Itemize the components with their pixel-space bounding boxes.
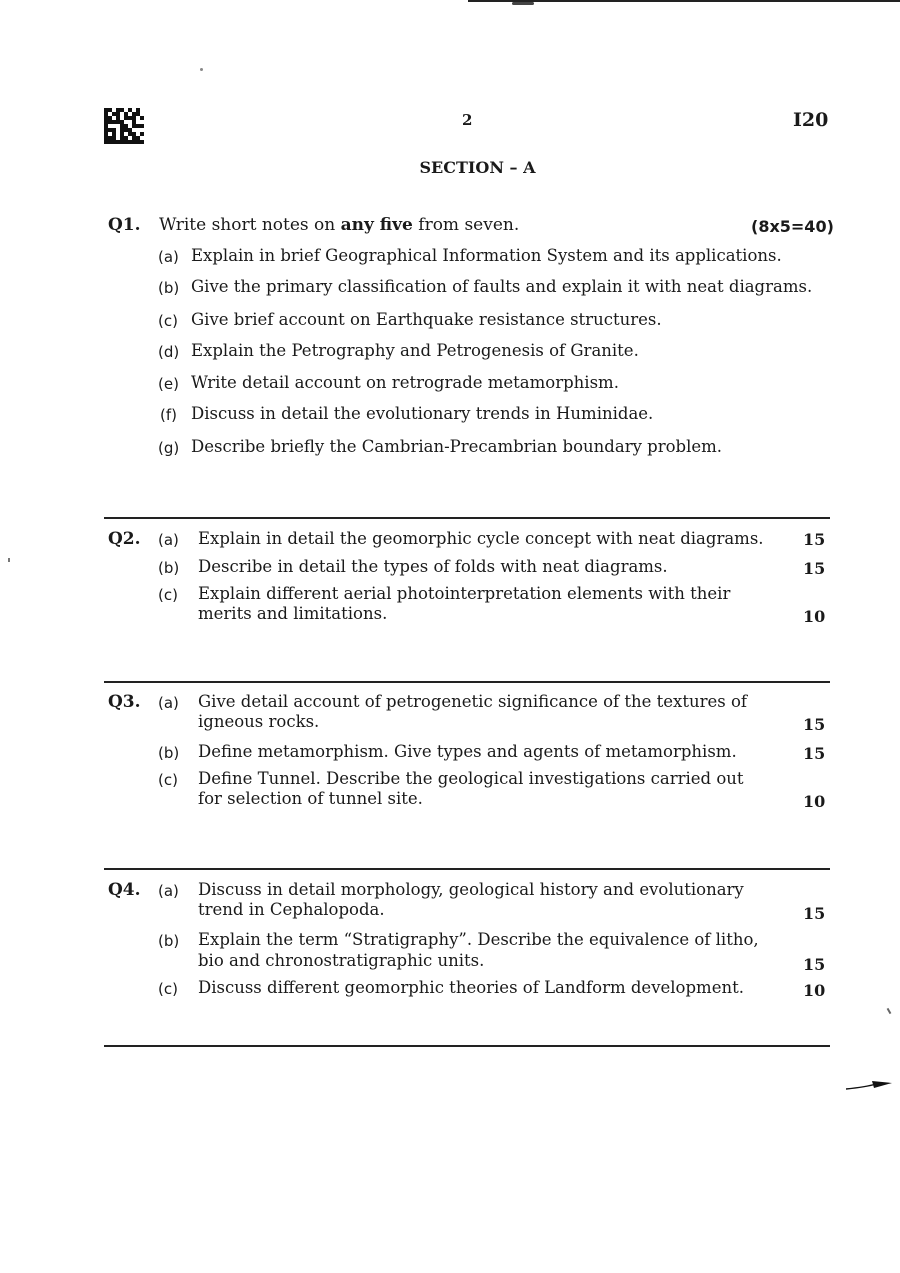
datamatrix-code-icon <box>104 108 144 144</box>
q2-item-c-marks: 10 <box>803 607 826 626</box>
q3-item-b-label: (b) <box>158 744 180 762</box>
divider <box>104 868 830 870</box>
section-title: SECTION – A <box>419 158 536 177</box>
q4-item-b-line1: Explain the term “Stratigraphy”. Describe the equivalence of litho, <box>198 930 759 949</box>
q1-item-d-label: (d) <box>158 343 180 361</box>
q4-item-b-line2: bio and chronostratigraphic units. <box>198 951 485 970</box>
q2-item-c-label: (c) <box>158 586 178 604</box>
q4-item-a-line2: trend in Cephalopoda. <box>198 900 385 919</box>
q4-item-c-marks: 10 <box>803 981 826 1000</box>
q2-item-c-line2: merits and limitations. <box>198 604 388 623</box>
q2-item-b: Describe in detail the types of folds with neat diagrams. <box>198 557 668 576</box>
q1-item-f-label: (f) <box>160 406 177 424</box>
q3-item-c-line1: Define Tunnel. Describe the geological investigations carried out <box>198 769 744 788</box>
q3-item-a-marks: 15 <box>803 715 826 734</box>
q2-item-a-marks: 15 <box>803 530 826 549</box>
q1-item-g: Describe briefly the Cambrian-Precambrian boundary problem. <box>191 437 723 456</box>
q3-item-a-label: (a) <box>158 694 179 712</box>
q4-item-b-marks: 15 <box>803 955 826 974</box>
q1-instruction <box>159 215 519 235</box>
q3-item-c-marks: 10 <box>803 792 826 811</box>
turn-over-arrow-icon <box>846 1078 892 1092</box>
q1-item-e-label: (e) <box>158 375 179 393</box>
divider <box>104 517 830 519</box>
scan-speck <box>200 68 203 71</box>
scan-speck <box>887 1008 892 1014</box>
q1-item-c: Give brief account on Earthquake resistance structures. <box>191 310 662 329</box>
q2-number: Q2. <box>108 529 141 549</box>
q2-item-a-label: (a) <box>158 531 179 549</box>
q1-item-g-label: (g) <box>158 439 180 457</box>
q1-item-b-label: (b) <box>158 279 180 297</box>
q1-item-a: Explain in brief Geographical Information System and its applications. <box>191 246 782 265</box>
scan-mark <box>512 2 534 5</box>
q2-item-b-label: (b) <box>158 559 180 577</box>
q4-item-a-line1: Discuss in detail morphology, geological history and evolutionary <box>198 880 744 899</box>
q4-item-b-label: (b) <box>158 932 180 950</box>
q2-item-b-marks: 15 <box>803 559 826 578</box>
q3-item-c-line2: for selection of tunnel site. <box>198 789 423 808</box>
q1-number: Q1. <box>108 215 141 235</box>
q1-total-marks: (8x5=40) <box>751 217 834 236</box>
q3-item-b: Define metamorphism. Give types and agents of metamorphism. <box>198 742 737 761</box>
q4-item-a-label: (a) <box>158 882 179 900</box>
q3-item-c-label: (c) <box>158 771 178 789</box>
scan-speck <box>8 558 10 562</box>
q1-instruction-bold: any five <box>340 215 413 235</box>
q3-number: Q3. <box>108 692 141 712</box>
page-number: 2 <box>462 111 473 129</box>
q2-item-a: Explain in detail the geomorphic cycle concept with neat diagrams. <box>198 529 764 548</box>
q4-item-c: Discuss different geomorphic theories of Landform development. <box>198 978 744 997</box>
q1-item-d: Explain the Petrography and Petrogenesis of Granite. <box>191 341 639 360</box>
q2-item-c-line1: Explain different aerial photointerpretation elements with their <box>198 584 731 603</box>
q1-item-a-label: (a) <box>158 248 179 266</box>
q1-item-c-label: (c) <box>158 312 178 330</box>
q1-instruction-post: from seven. <box>412 215 520 235</box>
q3-item-b-marks: 15 <box>803 744 826 763</box>
divider <box>104 681 830 683</box>
paper-code: I20 <box>793 109 829 131</box>
divider <box>104 1045 830 1047</box>
q3-item-a-line1: Give detail account of petrogenetic significance of the textures of <box>198 692 748 711</box>
q1-item-b: Give the primary classification of faults and explain it with neat diagrams. <box>191 277 813 296</box>
q1-instruction-pre: Write short notes on <box>159 215 341 235</box>
q3-item-a-line2: igneous rocks. <box>198 712 320 731</box>
q4-number: Q4. <box>108 880 141 900</box>
q4-item-c-label: (c) <box>158 980 178 998</box>
q1-item-e: Write detail account on retrograde metamorphism. <box>191 373 619 392</box>
q4-item-a-marks: 15 <box>803 904 826 923</box>
q1-item-f: Discuss in detail the evolutionary trends in Huminidae. <box>191 404 654 423</box>
